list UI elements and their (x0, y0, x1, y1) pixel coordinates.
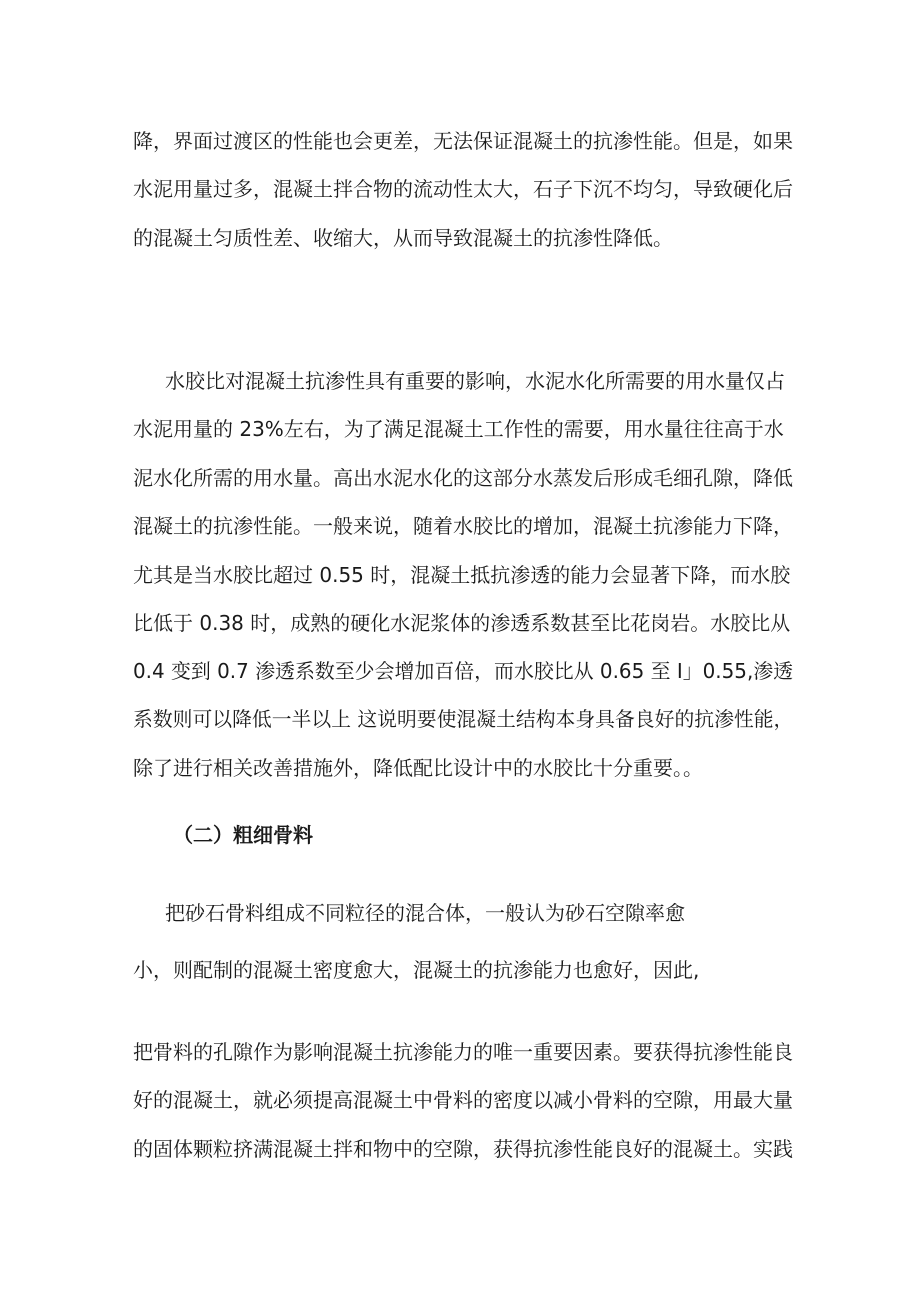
text-line: 降，界面过渡区的性能也会更差，无法保证混凝土的抗渗性能。但是，如果 (133, 129, 793, 153)
text-line: 水泥用量过多，混凝土拌合物的流动性太大，石子下沉不均匀，导致硬化后 (133, 177, 793, 201)
text-line: 的混凝土匀质性差、收缩大，从而导致混凝土的抗渗性降低。 (133, 226, 673, 250)
text-line: 把骨料的孔隙作为影响混凝土抗渗能力的唯一重要因素。要获得抗渗性能良 (133, 1040, 793, 1064)
text-line: 水胶比对混凝土抗渗性具有重要的影响，水泥水化所需要的用水量仅占 (165, 369, 785, 393)
text-line: 系数则可以降低一半以上 这说明要使混凝土结构本身具备良好的抗渗性能， (133, 707, 794, 731)
text-line: 好的混凝土，就必须提高混凝土中骨料的密度以减小骨料的空隙，用最大量 (133, 1088, 793, 1112)
text-line: 小，则配制的混凝土密度愈大，混凝土的抗渗能力也愈好，因此, (133, 958, 700, 982)
text-line: 泥水化所需的用水量。高出水泥水化的这部分水蒸发后形成毛细孔隙，降低 (133, 466, 793, 490)
text-line: 尤其是当水胶比超过 0.55 时，混凝土抵抗渗透的能力会显著下降，而水胶 (133, 563, 791, 587)
text-line: 0.4 变到 0.7 渗透系数至少会增加百倍，而水胶比从 0.65 至 I」0.55,渗透 (133, 659, 794, 683)
text-line: 比低于 0.38 时，成熟的硬化水泥浆体的渗透系数甚至比花岗岩。水胶比从 (133, 611, 791, 635)
text-line: 除了进行相关改善措施外，降低配比设计中的水胶比十分重要。。 (133, 756, 703, 780)
text-line: 混凝土的抗渗性能。一般来说，随着水胶比的增加，混凝土抗渗能力下降， (133, 514, 793, 538)
text-line: 水泥用量的 23%左右，为了满足混凝土工作性的需要，用水量往往高于水 (133, 417, 784, 441)
section-heading: （二）粗细骨料 (173, 823, 313, 847)
text-line: 的固体颗粒挤满混凝土拌和物中的空隙，获得抗渗性能良好的混凝土。实践 (133, 1137, 793, 1161)
text-line: 把砂石骨料组成不同粒径的混合体，一般认为砂石空隙率愈 (165, 901, 685, 925)
